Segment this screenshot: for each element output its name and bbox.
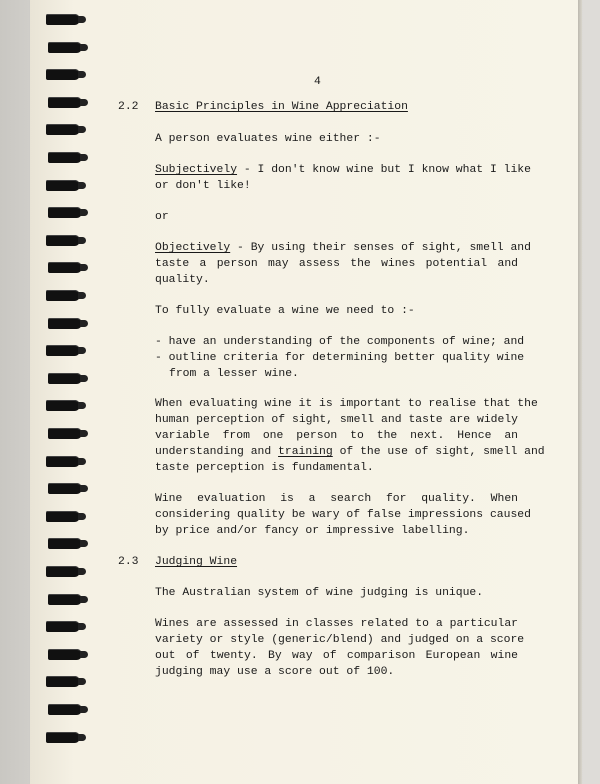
training-term: training — [278, 446, 333, 458]
subjective-term: Subjectively — [155, 164, 238, 176]
section-2-3-number: 2.3 — [118, 556, 139, 568]
objective-line-2: taste a person may assess the wines potential and — [155, 258, 518, 270]
bullet-1: - have an understanding of the components of wine; and — [155, 336, 525, 348]
judging-intro: The Australian system of wine judging is unique. — [155, 587, 484, 599]
judging-line-4: judging may use a score out of 100. — [155, 666, 395, 678]
quality-line-2: considering quality be wary of false impressions caused — [155, 509, 531, 521]
perception-line-2: human perception of sight, smell and taste are widely — [155, 414, 518, 426]
evaluate-intro: To fully evaluate a wine we need to :- — [155, 305, 415, 317]
perception-line-4-pre: understanding and — [155, 446, 279, 458]
quality-line-3: by price and/or fancy or impressive labelling. — [155, 525, 470, 537]
section-2-2-number: 2.2 — [118, 101, 139, 113]
judging-line-2: variety or style (generic/blend) and judged on a score — [155, 634, 525, 646]
section-2-3-title: Judging Wine — [155, 556, 238, 568]
perception-line-4 — [155, 446, 545, 459]
or-line: or — [155, 211, 169, 223]
intro-line: A person evaluates wine either :- — [155, 133, 381, 145]
perception-line-5: taste perception is fundamental. — [155, 462, 374, 474]
bullet-2-line-1: - outline criteria for determining better quality wine — [155, 352, 525, 364]
perception-line-3: variable from one person to the next. Hence an — [155, 430, 518, 442]
objective-term: Objectively — [155, 242, 231, 254]
judging-line-1: Wines are assessed in classes related to a particular — [155, 618, 518, 630]
subjective-text: - I don't know wine but I know what I like — [237, 164, 531, 176]
page-number: 4 — [314, 76, 321, 88]
objective-line-3: quality. — [155, 274, 210, 286]
section-2-2-title: Basic Principles in Wine Appreciation — [155, 101, 408, 113]
bullet-2-line-2: from a lesser wine. — [169, 368, 299, 380]
objective-line-1 — [155, 242, 531, 255]
subjective-line-2: or don't like! — [155, 180, 251, 192]
judging-line-3: out of twenty. By way of comparison European wine — [155, 650, 518, 662]
perception-line-1: When evaluating wine it is important to realise that the — [155, 398, 538, 410]
subjective-line-1 — [155, 164, 531, 177]
objective-text: - By using their senses of sight, smell and — [230, 242, 531, 254]
perception-line-4-post: of the use of sight, smell and — [332, 446, 545, 458]
quality-line-1: Wine evaluation is a search for quality. When — [155, 493, 518, 505]
